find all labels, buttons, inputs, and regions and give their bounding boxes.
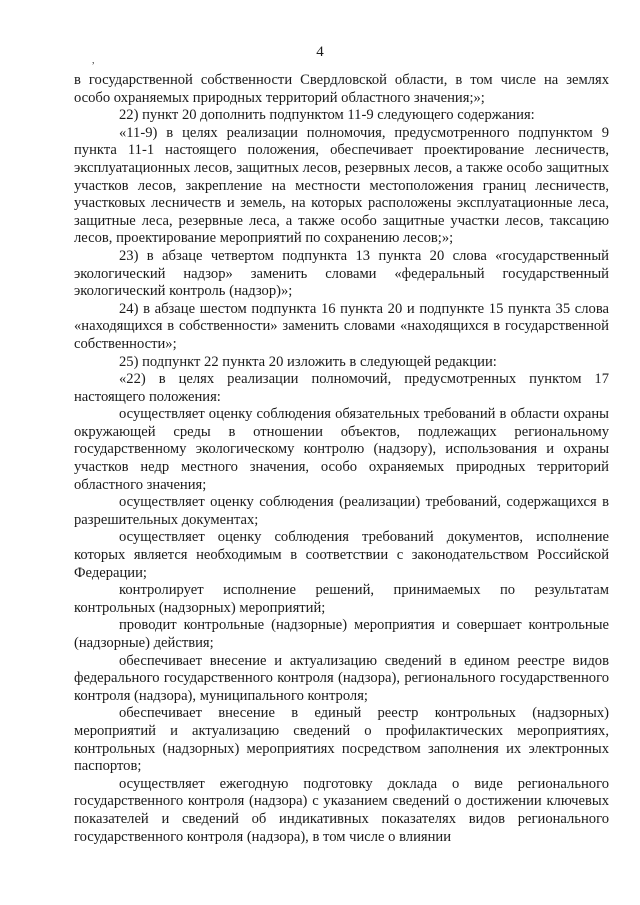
paragraph: обеспечивает внесение в единый реестр контрольных (надзорных) мероприятий и актуализацию сведений о профилактических мероприятиях, контрольных (надзорных) мероприятиях посредством заполнения их электронных паспортов; [74, 705, 609, 775]
paragraph: проводит контрольные (надзорные) мероприятия и совершает контрольные (надзорные) действия; [74, 617, 609, 651]
paragraph: 22) пункт 20 дополнить подпунктом 11-9 следующего содержания: [119, 107, 535, 124]
paragraph: «22) в целях реализации полномочий, предусмотренных пунктом 17 настоящего положения: [74, 371, 609, 405]
paragraph: осуществляет оценку соблюдения (реализации) требований, содержащихся в разрешительных документах; [74, 494, 609, 528]
margin-mark: , [92, 55, 95, 66]
paragraph: 25) подпункт 22 пункта 20 изложить в следующей редакции: [119, 353, 497, 370]
paragraph: контролирует исполнение решений, принимаемых по результатам контрольных (надзорных) мероприятий; [74, 582, 609, 616]
paragraph: «11-9) в целях реализации полномочия, предусмотренного подпунктом 9 пункта 11-1 настоящего положения, обеспечивает проектирование лесничеств, эксплуатационных лесов, защитных лесов, резервных лесов, а также особо защитных участков лесов, закрепление на местности местоположения границ лесничеств, участковых лесничеств и земель, на которых расположены эксплуатационные леса, защитные леса, резервные леса, а также особо защитные участки лесов, таксацию лесов, проектирование мероприятий по сохранению лесов;»; [74, 124, 609, 247]
page-number: 4 [316, 44, 324, 60]
paragraph: обеспечивает внесение и актуализацию сведений в едином реестре видов федерального государственного контроля (надзора), регионального государственного контроля (надзора), муниципального контроля; [74, 652, 609, 704]
paragraph: осуществляет оценку соблюдения обязательных требований в области охраны окружающей среды в отношении объектов, подлежащих региональному государственному экологическому контролю (надзору), использования и охраны участков недр местного значения, особо охраняемых природных территорий областного значения; [74, 406, 609, 493]
paragraph: 24) в абзаце шестом подпункта 16 пункта 20 и подпункте 15 пункта 35 слова «находящихся в собственности» заменить словами «находящихся в государственной собственности»; [74, 300, 609, 352]
document-body [74, 72, 609, 846]
paragraph: осуществляет ежегодную подготовку доклада о виде регионального государственного контроля (надзора) с указанием сведений о достижении ключевых показателей и сведений об индикативных показателях видов регионального государственного контроля (надзора), в том числе о влиянии [74, 775, 609, 845]
paragraph: 23) в абзаце четвертом подпункта 13 пункта 20 слова «государственный экологический надзор» заменить словами «федеральный государственный экологический контроль (надзор)»; [74, 247, 609, 300]
paragraph: осуществляет оценку соблюдения требований документов, исполнение которых является необходимым в соответствии с законодательством Российской Федерации; [74, 529, 609, 581]
paragraph: в государственной собственности Свердловской области, в том числе на землях особо охраняемых природных территорий областного значения;»; [74, 72, 609, 106]
